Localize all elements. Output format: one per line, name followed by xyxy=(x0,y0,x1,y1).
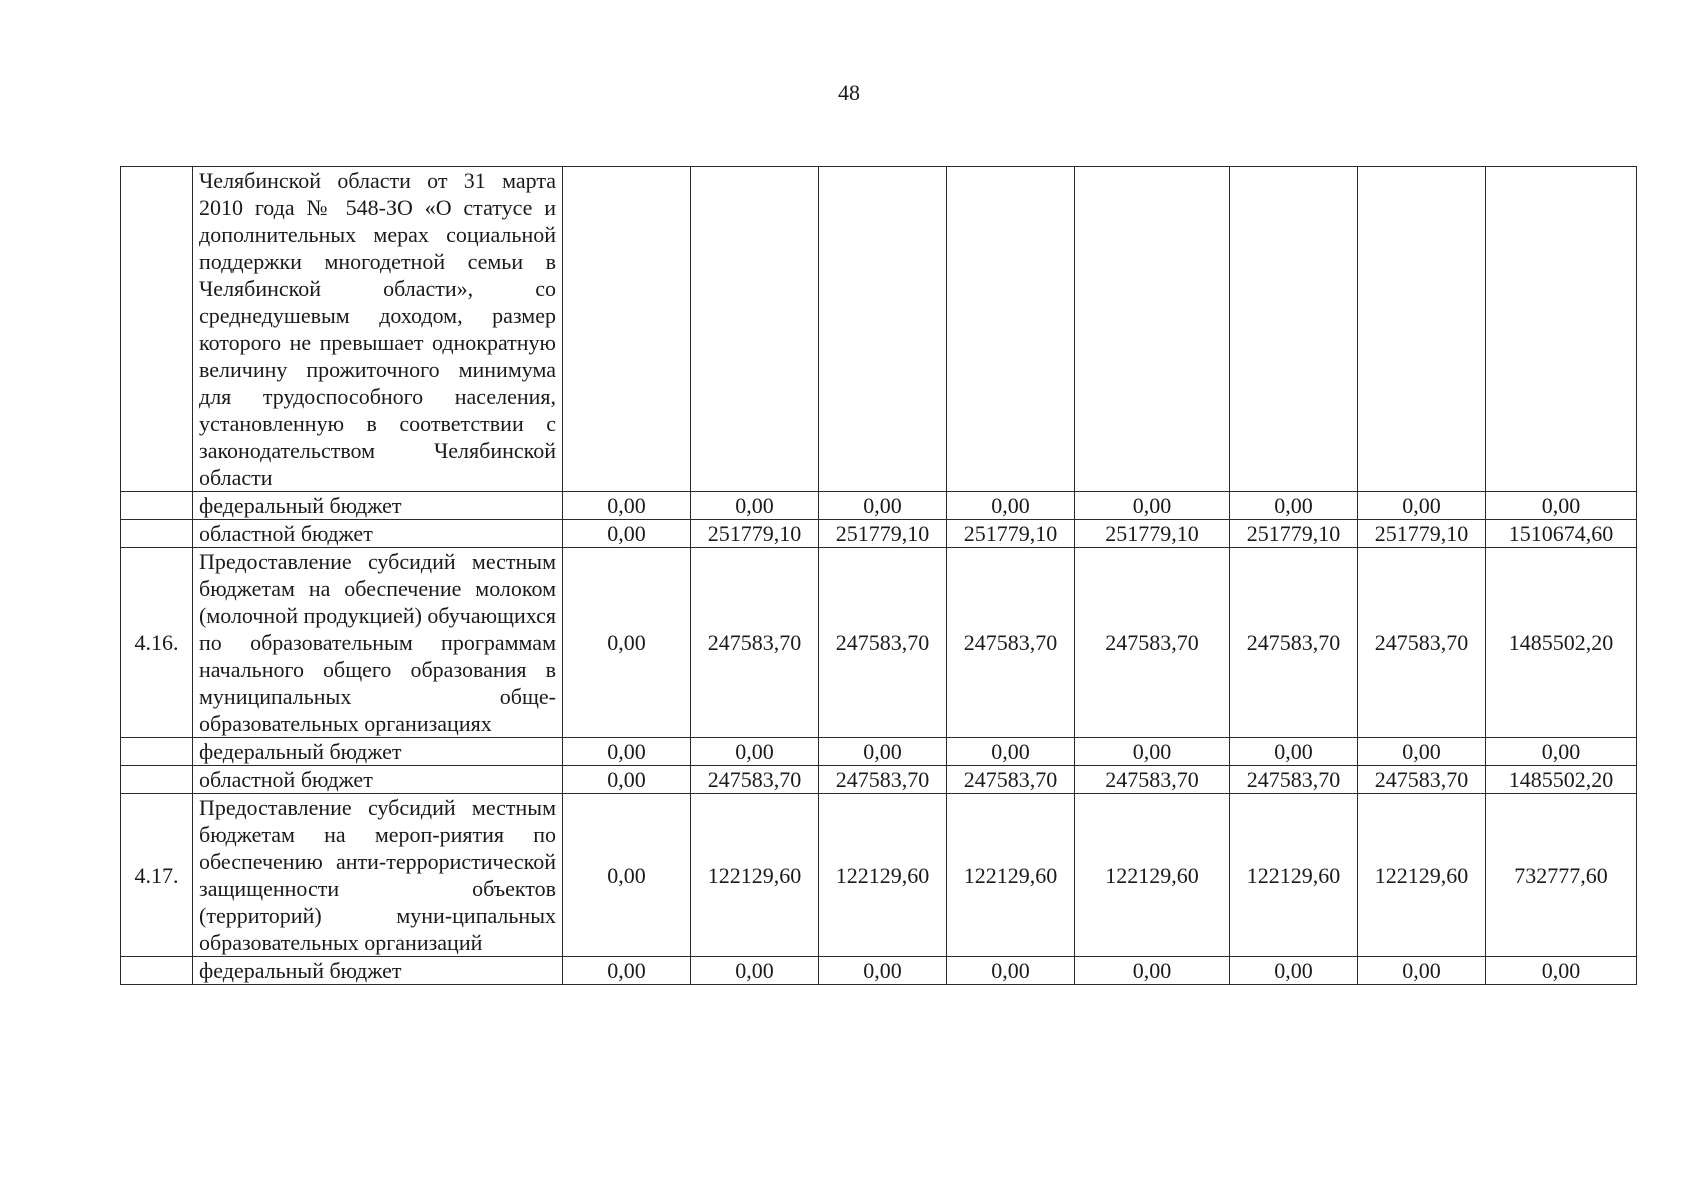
value-cell: 247583,70 xyxy=(1230,548,1358,738)
value-cell: 122129,60 xyxy=(1358,794,1486,957)
row-number: 4.16. xyxy=(121,548,193,738)
value-cell: 0,00 xyxy=(563,794,691,957)
value-cell: 0,00 xyxy=(947,738,1075,766)
row-description: Предоставление субсидий местным бюджетам на мероп-риятия по обеспечению анти-террористической защищенности объектов (территорий) муни-ципальных образовательных организаций xyxy=(193,794,563,957)
value-cell: 251779,10 xyxy=(947,520,1075,548)
value-cell: 247583,70 xyxy=(691,548,819,738)
value-cell: 0,00 xyxy=(563,957,691,985)
value-cell: 247583,70 xyxy=(1075,548,1230,738)
value-cell xyxy=(691,167,819,492)
table-row xyxy=(121,492,1637,520)
value-cell xyxy=(819,167,947,492)
value-cell xyxy=(563,167,691,492)
value-cell: 247583,70 xyxy=(947,766,1075,794)
value-cell: 1510674,60 xyxy=(1486,520,1637,548)
value-cell: 251779,10 xyxy=(1358,520,1486,548)
table-row xyxy=(121,957,1637,985)
row-description: федеральный бюджет xyxy=(193,492,563,520)
row-description: областной бюджет xyxy=(193,520,563,548)
row-number: 4.17. xyxy=(121,794,193,957)
row-number xyxy=(121,520,193,548)
value-cell: 0,00 xyxy=(1075,738,1230,766)
value-cell: 0,00 xyxy=(819,492,947,520)
value-cell xyxy=(1230,167,1358,492)
table-row xyxy=(121,766,1637,794)
value-cell: 0,00 xyxy=(1230,492,1358,520)
value-cell: 122129,60 xyxy=(691,794,819,957)
value-cell: 0,00 xyxy=(1486,492,1637,520)
value-cell: 247583,70 xyxy=(819,766,947,794)
value-cell: 247583,70 xyxy=(1075,766,1230,794)
value-cell: 247583,70 xyxy=(691,766,819,794)
value-cell: 247583,70 xyxy=(1358,766,1486,794)
value-cell xyxy=(947,167,1075,492)
value-cell: 0,00 xyxy=(1230,957,1358,985)
budget-table xyxy=(120,166,1637,985)
value-cell: 0,00 xyxy=(1075,492,1230,520)
value-cell: 0,00 xyxy=(563,548,691,738)
table-row xyxy=(121,738,1637,766)
table-row xyxy=(121,520,1637,548)
value-cell: 1485502,20 xyxy=(1486,766,1637,794)
value-cell: 0,00 xyxy=(947,492,1075,520)
value-cell: 122129,60 xyxy=(947,794,1075,957)
value-cell: 251779,10 xyxy=(1230,520,1358,548)
value-cell: 0,00 xyxy=(819,957,947,985)
value-cell: 122129,60 xyxy=(819,794,947,957)
value-cell: 0,00 xyxy=(691,957,819,985)
value-cell: 122129,60 xyxy=(1230,794,1358,957)
value-cell: 0,00 xyxy=(563,738,691,766)
value-cell: 0,00 xyxy=(1358,738,1486,766)
table-row xyxy=(121,548,1637,738)
value-cell: 247583,70 xyxy=(947,548,1075,738)
value-cell: 0,00 xyxy=(1230,738,1358,766)
value-cell: 251779,10 xyxy=(819,520,947,548)
row-number xyxy=(121,492,193,520)
value-cell: 0,00 xyxy=(563,492,691,520)
table-row xyxy=(121,794,1637,957)
value-cell: 0,00 xyxy=(1486,738,1637,766)
value-cell: 247583,70 xyxy=(1230,766,1358,794)
value-cell: 247583,70 xyxy=(819,548,947,738)
value-cell: 0,00 xyxy=(563,766,691,794)
value-cell: 0,00 xyxy=(1358,492,1486,520)
row-description: Челябинской области от 31 марта 2010 года № 548-ЗО «О статусе и дополнительных мерах социальной поддержки многодетной семьи в Челябинской области», со среднедушевым доходом, размер которого не превышает однократную величину прожиточного минимума для трудоспособного населения, установленную в соответствии с законодательством Челябинской области xyxy=(193,167,563,492)
page-number: 48 xyxy=(838,80,860,105)
row-number xyxy=(121,766,193,794)
value-cell: 0,00 xyxy=(947,957,1075,985)
value-cell: 0,00 xyxy=(1486,957,1637,985)
row-number xyxy=(121,957,193,985)
value-cell: 0,00 xyxy=(1075,957,1230,985)
table-body xyxy=(121,167,1637,985)
row-number xyxy=(121,167,193,492)
row-description: федеральный бюджет xyxy=(193,738,563,766)
value-cell: 0,00 xyxy=(563,520,691,548)
value-cell: 0,00 xyxy=(691,492,819,520)
row-description: федеральный бюджет xyxy=(193,957,563,985)
value-cell xyxy=(1075,167,1230,492)
value-cell: 732777,60 xyxy=(1486,794,1637,957)
value-cell: 122129,60 xyxy=(1075,794,1230,957)
value-cell: 0,00 xyxy=(1358,957,1486,985)
row-number xyxy=(121,738,193,766)
value-cell: 251779,10 xyxy=(691,520,819,548)
table-row xyxy=(121,167,1637,492)
value-cell: 0,00 xyxy=(819,738,947,766)
row-description: Предоставление субсидий местным бюджетам на обеспечение молоком (молочной продукцией) обучающихся по образовательным программам начального общего образования в муниципальных обще-образовательных организациях xyxy=(193,548,563,738)
value-cell: 251779,10 xyxy=(1075,520,1230,548)
value-cell: 1485502,20 xyxy=(1486,548,1637,738)
value-cell xyxy=(1358,167,1486,492)
row-description: областной бюджет xyxy=(193,766,563,794)
value-cell: 247583,70 xyxy=(1358,548,1486,738)
value-cell xyxy=(1486,167,1637,492)
value-cell: 0,00 xyxy=(691,738,819,766)
